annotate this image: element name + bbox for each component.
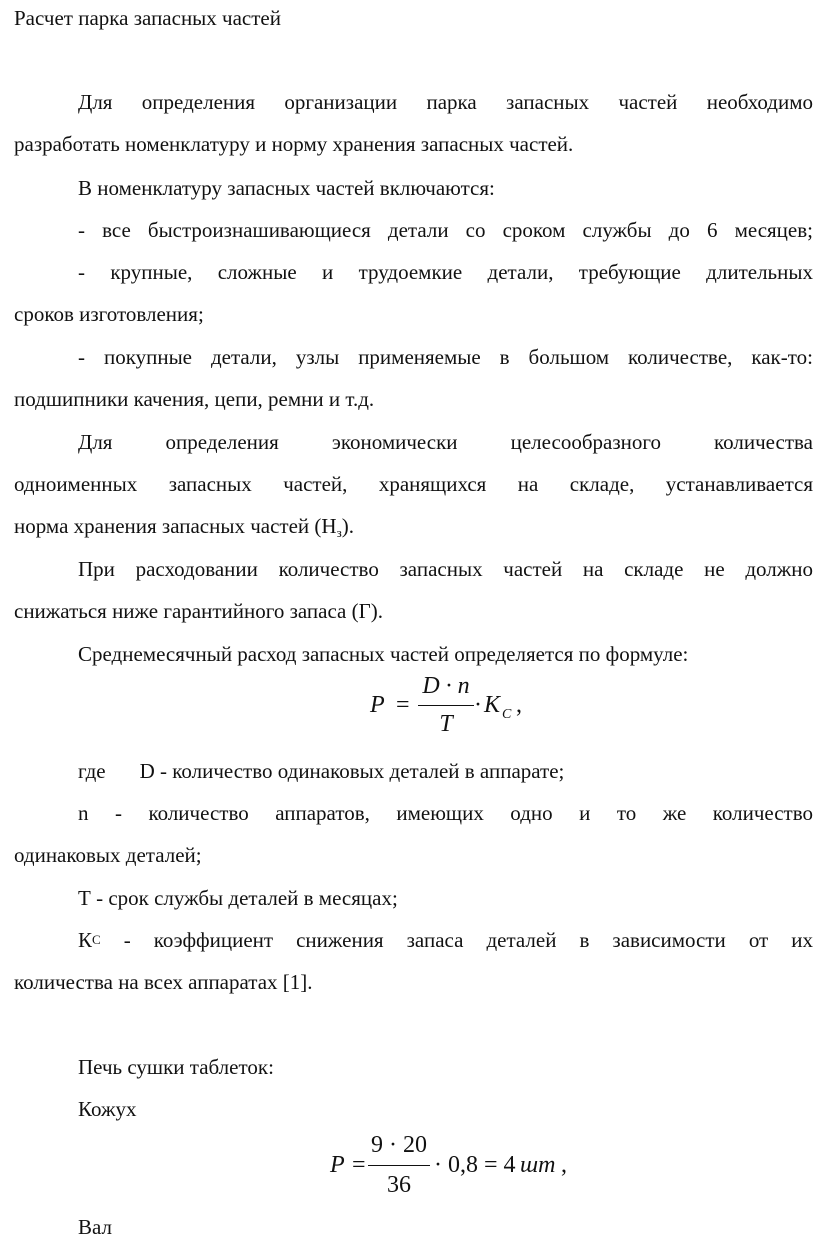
definition-k-text: - коэффициент снижения запаса деталей в зависимости от их — [100, 928, 813, 952]
definition-n-line-2: одинаковых деталей; — [14, 843, 202, 867]
paragraph-7-line-2: снижаться ниже гарантийного запаса (Г). — [14, 599, 383, 623]
list-item-1: - все быстроизнашивающиеся детали со сроком службы до 6 месяцев; — [78, 218, 813, 242]
formula-1-numerator: D · n — [422, 673, 470, 699]
formula-2-rest: · 0,8 = 4 — [434, 1152, 516, 1178]
paragraph-6-line-3-text: норма хранения запасных частей (Н — [14, 514, 337, 538]
formula-1-fraction-bar — [418, 705, 474, 706]
paragraph-2: В номенклатуру запасных частей включаются: — [78, 176, 495, 200]
definition-k-line-1 — [78, 926, 813, 954]
paragraph-1-line-2: разработать номенклатуру и норму хранения запасных частей. — [14, 132, 574, 156]
paragraph-8: Среднемесячный расход запасных частей определяется по формуле: — [78, 642, 689, 666]
paragraph-6-line-3-end: ). — [341, 514, 354, 538]
formula-1-denominator: T — [439, 711, 453, 737]
formula-2-fraction-bar — [368, 1165, 430, 1166]
paragraph-6-line-1: Для определения экономически целесообразного количества — [78, 430, 813, 454]
list-item-2-line-2: сроков изготовления; — [14, 302, 204, 326]
definition-k-subscript: С — [92, 932, 101, 947]
definition-d-text: D - количество одинаковых деталей в аппарате; — [139, 759, 565, 783]
formula-1-equals: = — [396, 692, 410, 718]
formula-1-dot: · — [474, 692, 482, 718]
document-title: Расчет парка запасных частей — [14, 6, 281, 30]
section-item-shaft: Вал — [78, 1215, 112, 1239]
definition-k-line-2: количества на всех аппаратах [1]. — [14, 970, 313, 994]
paragraph-6-line-2: одноименных запасных частей, хранящихся на складе, устанавливается — [14, 472, 813, 496]
where-label: где — [78, 759, 106, 783]
formula-1-k-subscript: C — [502, 707, 512, 722]
formula-1-k: K — [484, 692, 501, 718]
definition-k-symbol: К — [78, 928, 93, 952]
formula-2-unit: шт — [520, 1152, 556, 1178]
definition-n-line-1: n - количество аппаратов, имеющих одно и то же количество — [78, 801, 813, 825]
paragraph-1-line-1: Для определения организации парка запасных частей необходимо — [78, 90, 813, 114]
formula-2-lhs: P — [330, 1152, 345, 1178]
paragraph-6-line-3 — [14, 512, 813, 547]
storage-norm-subscript: з — [336, 525, 342, 540]
formula-1-lhs: P — [370, 692, 385, 718]
formula-1-comma: , — [516, 692, 522, 718]
definition-t: Т - срок службы деталей в месяцах; — [78, 886, 398, 910]
formula-2-equals: = — [352, 1152, 366, 1178]
formula-2-numerator: 9 · 20 — [371, 1132, 427, 1158]
list-item-3-line-1: - покупные детали, узлы применяемые в большом количестве, как-то: — [78, 345, 813, 369]
paragraph-7-line-1: При расходовании количество запасных частей на складе не должно — [78, 557, 813, 581]
formula-2-denominator: 36 — [387, 1172, 411, 1198]
formula-2-comma: , — [561, 1152, 567, 1178]
list-item-2-line-1: - крупные, сложные и трудоемкие детали, требующие длительных — [78, 260, 813, 284]
section-heading: Печь сушки таблеток: — [78, 1055, 274, 1079]
definition-d — [78, 757, 813, 785]
section-item-casing: Кожух — [78, 1097, 137, 1121]
list-item-3-line-2: подшипники качения, цепи, ремни и т.д. — [14, 387, 375, 411]
